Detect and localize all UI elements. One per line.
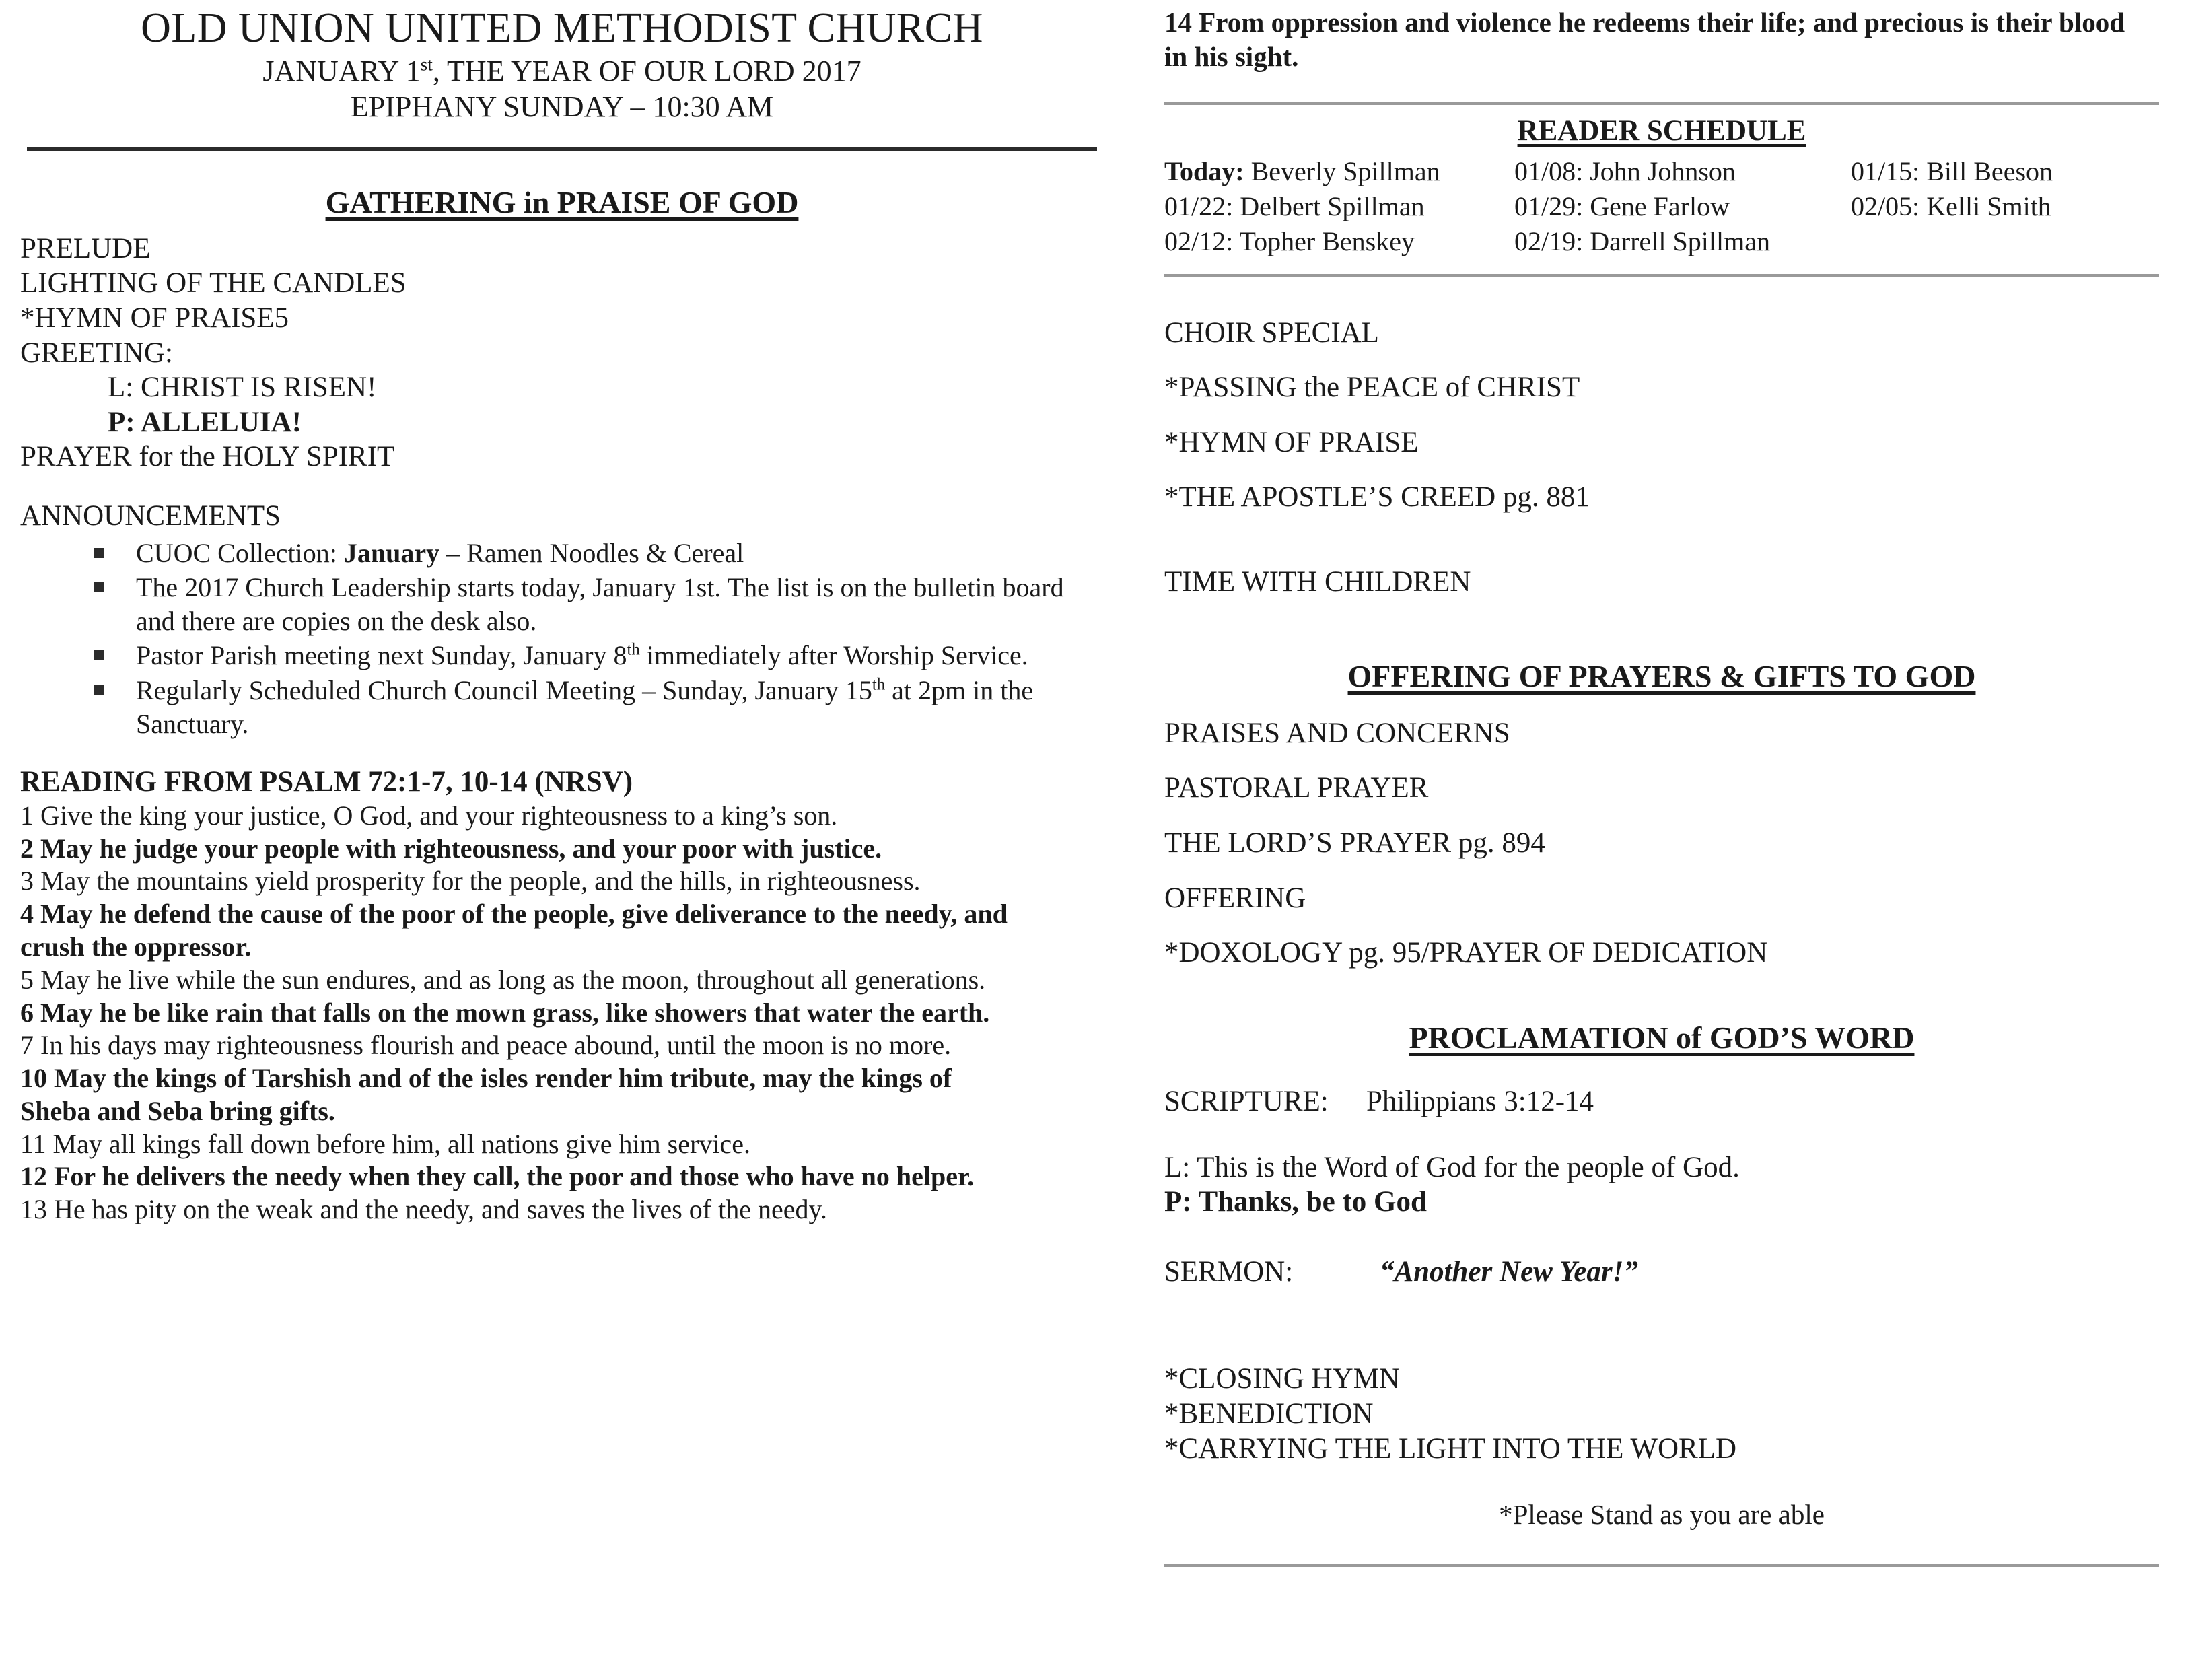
order-of-service-item: GREETING:	[20, 337, 173, 369]
reader-name: Kelli Smith	[1919, 190, 2051, 221]
service-order-item: CHOIR SPECIAL	[1164, 316, 1379, 349]
reader-schedule-title: READER SCHEDULE	[1517, 114, 1806, 147]
reader-name: Gene Farlow	[1583, 190, 1730, 221]
psalm-verse-list	[20, 800, 1104, 1226]
order-of-service-item: LIGHTING OF THE CANDLES	[20, 267, 407, 300]
announcement-item	[94, 571, 1085, 637]
sermon-title: “Another New Year!”	[1380, 1255, 1638, 1288]
service-order-item: *PASSING the PEACE of CHRIST	[1164, 372, 1580, 404]
psalm-verse: 10 May the kings of Tarshish and of the isles render him tribute, may the kings of Sheba and Seba bring gifts.	[20, 1063, 952, 1126]
announcement-text: The 2017 Church Leadership starts today, January 1st. The list is on the bulletin board and there are copies on the desk also.	[136, 572, 1064, 636]
announcement-text-tail: – Ramen Noodles & Cereal	[439, 537, 744, 568]
service-items-group-a	[1164, 316, 2159, 515]
reader-name: Beverly Spillman	[1244, 155, 1440, 186]
square-bullet-icon	[94, 548, 104, 558]
reader-date-label: 01/29:	[1514, 190, 1584, 221]
order-of-service-item: *HYMN OF PRAISE5	[20, 302, 289, 334]
offering-order-item: PRAISES AND CONCERNS	[1164, 717, 1510, 749]
please-stand-note: *Please Stand as you are able	[1499, 1499, 1825, 1531]
order-of-service-item: PRAYER for the HOLY SPIRIT	[20, 441, 395, 473]
scripture-label: SCRIPTURE:	[1164, 1085, 1329, 1117]
reader-name: Topher Benskey	[1233, 225, 1415, 256]
announcement-item	[94, 536, 1085, 570]
announcement-text-end: immediately after Worship Service.	[639, 640, 1028, 671]
ordinal-suffix: th	[627, 641, 640, 660]
psalm-reading-heading: READING FROM PSALM 72:1-7, 10-14 (NRSV)	[20, 766, 633, 798]
psalm-verse-14: 14 From oppression and violence he redeems their life; and precious is their blood in his sight.	[1164, 7, 2125, 72]
offering-order-item: THE LORD’S PRAYER pg. 894	[1164, 827, 1545, 859]
reader-schedule-grid	[1164, 154, 2159, 259]
reader-date-label: 02/05:	[1851, 190, 1920, 221]
offering-items-list	[1164, 716, 2159, 971]
reader-schedule-entry	[1514, 154, 1851, 189]
reader-name: Delbert Spillman	[1233, 190, 1425, 221]
reader-schedule-entry	[1164, 224, 1514, 259]
offering-order-item: PASTORAL PRAYER	[1164, 772, 1429, 804]
gathering-section-title: GATHERING in PRAISE OF GOD	[325, 184, 799, 219]
reader-date-label: 02/19:	[1514, 225, 1584, 256]
scripture-reference: Philippians 3:12-14	[1366, 1085, 1594, 1117]
reader-schedule-entry	[1851, 224, 2159, 259]
service-order-item: *HYMN OF PRAISE	[1164, 426, 1419, 458]
reader-name: John Johnson	[1583, 155, 1736, 186]
scripture-row	[1164, 1084, 2159, 1119]
header-divider	[27, 147, 1097, 151]
proclamation-section-title: PROCLAMATION of GOD’S WORD	[1409, 1020, 1915, 1055]
closing-order-item: *CARRYING THE LIGHT INTO THE WORLD	[1164, 1432, 1737, 1465]
psalm-verse: 1 Give the king your justice, O God, and your righteousness to a king’s son.	[20, 800, 838, 831]
square-bullet-icon	[94, 582, 104, 592]
service-order-item: *THE APOSTLE’S CREED pg. 881	[1164, 481, 1590, 514]
footer-divider	[1164, 1564, 2159, 1567]
reader-date-label: 01/15:	[1851, 155, 1920, 186]
reader-date-label: 02/12:	[1164, 225, 1234, 256]
date-ordinal: st	[420, 54, 433, 75]
gathering-order-list	[20, 232, 1104, 475]
psalm-verse: 7 In his days may righteousness flourish and peace abound, until the moon is no more.	[20, 1030, 952, 1061]
psalm-verse: 11 May all kings fall down before him, all nations give him service.	[20, 1128, 750, 1159]
ordinal-suffix: th	[872, 675, 886, 694]
announcement-text-end: at 2pm in the Sanctuary.	[136, 674, 1034, 739]
closing-order-item: *CLOSING HYMN	[1164, 1363, 1400, 1395]
reader-date-label: 01/22:	[1164, 190, 1234, 221]
announcements-heading: ANNOUNCEMENTS	[20, 499, 281, 532]
reader-date-label: Today:	[1164, 155, 1244, 186]
reader-date-label: 01/08:	[1514, 155, 1584, 186]
closing-order-item: *BENEDICTION	[1164, 1397, 1374, 1430]
sermon-label: SERMON:	[1164, 1255, 1294, 1288]
offering-order-item: *DOXOLOGY pg. 95/PRAYER OF DEDICATION	[1164, 937, 1768, 969]
right-column	[1144, 0, 2186, 1680]
offering-order-item: OFFERING	[1164, 882, 1306, 914]
reader-schedule-entry	[1164, 189, 1514, 224]
order-of-service-item: L: CHRIST IS RISEN!	[108, 372, 377, 404]
announcement-item	[94, 639, 1085, 672]
service-date	[20, 55, 1104, 88]
leader-response: L: This is the Word of God for the people of God.	[1164, 1151, 1740, 1183]
square-bullet-icon	[94, 685, 104, 695]
psalm-verse: 4 May he defend the cause of the poor of the people, give deliverance to the needy, and crush the oppressor.	[20, 899, 1008, 962]
psalm-verse: 6 May he be like rain that falls on the mown grass, like showers that water the earth.	[20, 997, 990, 1028]
announcement-text: CUOC Collection:	[136, 537, 344, 568]
psalm-verse: 3 May the mountains yield prosperity for the people, and the hills, in righteousness.	[20, 866, 921, 897]
order-of-service-item: PRELUDE	[20, 232, 151, 265]
church-name: OLD UNION UNITED METHODIST CHURCH	[141, 5, 983, 51]
announcement-text: Pastor Parish meeting next Sunday, January 8	[136, 640, 627, 671]
psalm-verse: 2 May he judge your people with righteousness, and your poor with justice.	[20, 833, 882, 864]
date-prefix: JANUARY 1	[262, 55, 421, 88]
service-time: EPIPHANY SUNDAY – 10:30 AM	[350, 90, 774, 124]
announcement-emphasis: January	[343, 537, 440, 568]
order-of-service-item: P: ALLELUIA!	[108, 406, 302, 438]
reader-schedule-entry	[1514, 224, 1851, 259]
time-with-children-item: TIME WITH CHILDREN	[1164, 566, 1471, 598]
people-response: P: Thanks, be to God	[1164, 1186, 1427, 1218]
announcement-item	[94, 674, 1085, 740]
closing-items-list	[1164, 1362, 2159, 1466]
announcements-list	[20, 536, 1104, 741]
date-suffix: , THE YEAR OF OUR LORD 2017	[432, 55, 861, 88]
reader-name: Darrell Spillman	[1583, 225, 1770, 256]
psalm-verse: 12 For he delivers the needy when they call, the poor and those who have no helper.	[20, 1161, 975, 1192]
psalm-verse: 13 He has pity on the weak and the needy, and saves the lives of the needy.	[20, 1194, 827, 1225]
announcement-text: Regularly Scheduled Church Council Meeting – Sunday, January 15	[136, 674, 872, 705]
square-bullet-icon	[94, 650, 104, 660]
reader-schedule-entry	[1514, 189, 1851, 224]
offering-section-title: OFFERING OF PRAYERS & GIFTS TO GOD	[1347, 658, 1976, 693]
reader-schedule-entry	[1164, 154, 1514, 189]
reader-name: Bill Beeson	[1919, 155, 2053, 186]
bulletin-header	[20, 7, 1104, 124]
sermon-row	[1164, 1255, 2159, 1290]
reader-schedule-entry	[1851, 154, 2159, 189]
reader-schedule-entry	[1851, 189, 2159, 224]
psalm-verse: 5 May he live while the sun endures, and as long as the moon, throughout all generations.	[20, 964, 986, 995]
